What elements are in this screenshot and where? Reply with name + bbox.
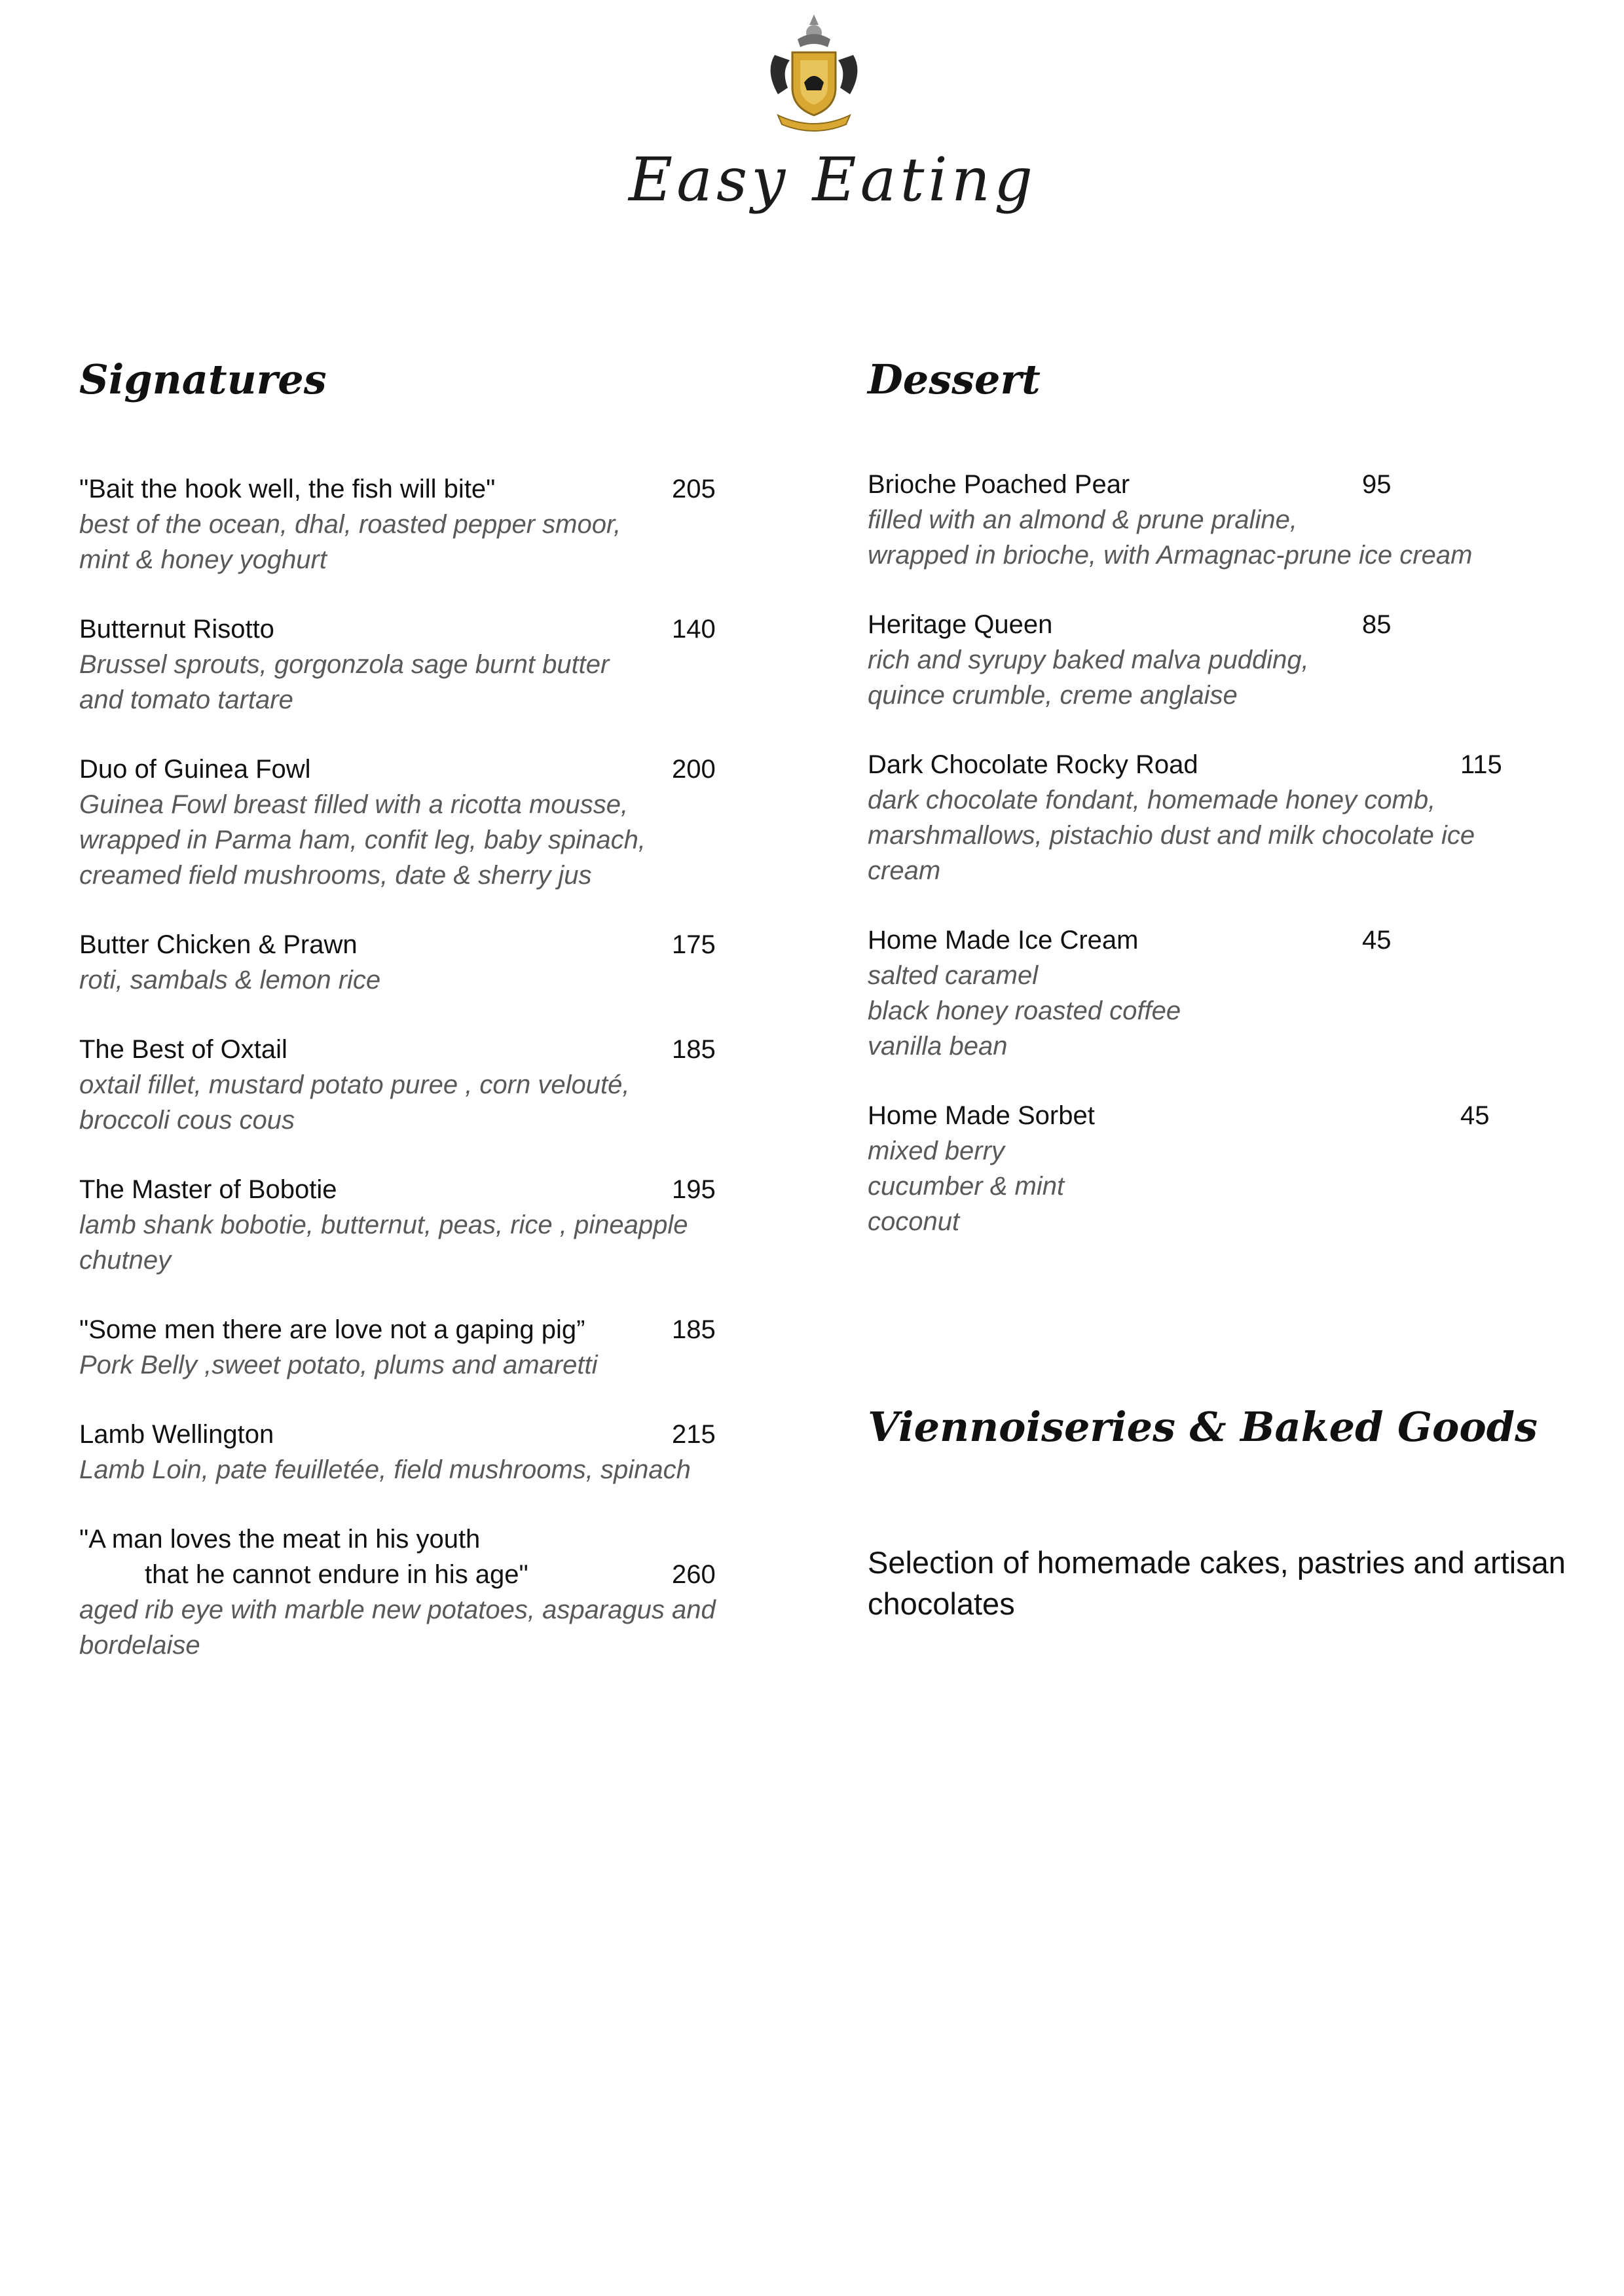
menu-item <box>79 1172 734 1278</box>
item-description: Pork Belly ,sweet potato, plums and amaretti <box>79 1351 598 1379</box>
item-description: quince crumble, creme anglaise <box>868 681 1238 710</box>
item-description: broccoli cous cous <box>79 1106 295 1135</box>
dessert-heading: Dessert <box>868 355 1041 403</box>
item-description: dark chocolate fondant, homemade honey comb, <box>868 786 1436 814</box>
signatures-section <box>79 347 734 1663</box>
item-description: mixed berry <box>868 1137 1005 1165</box>
menu-item <box>79 1417 734 1487</box>
item-name: Brioche Poached Pear <box>868 470 1130 499</box>
item-description: creamed field mushrooms, date & sherry jus <box>79 861 592 890</box>
item-description: cream <box>868 856 941 885</box>
item-description: bordelaise <box>79 1631 200 1660</box>
item-price: 140 <box>672 615 716 644</box>
item-price: 45 <box>1362 926 1392 955</box>
item-name: Butternut Risotto <box>79 615 274 644</box>
dessert-section <box>868 347 1588 1239</box>
item-description: marshmallows, pistachio dust and milk chocolate ice <box>868 821 1475 850</box>
item-description: oxtail fillet, mustard potato puree , corn velouté, <box>79 1070 630 1099</box>
item-description: black honey roasted coffee <box>868 996 1181 1025</box>
item-name: The Master of Bobotie <box>79 1175 337 1204</box>
item-price: 115 <box>1460 750 1502 779</box>
menu-item <box>868 922 1588 1064</box>
item-description: wrapped in brioche, with Armagnac-prune ice cream <box>868 541 1473 570</box>
bakery-description: Selection of homemade cakes, pastries and artisan chocolates <box>868 1545 1566 1621</box>
menu-item <box>868 467 1588 573</box>
item-description: and tomato tartare <box>79 685 293 714</box>
item-price: 175 <box>672 930 716 959</box>
menu-item <box>79 927 734 998</box>
menu-item <box>79 1522 734 1663</box>
signatures-heading: Signatures <box>79 355 327 403</box>
item-name: "A man loves the meat in his youth <box>79 1525 481 1554</box>
item-description: Guinea Fowl breast filled with a ricotta mousse, <box>79 790 629 819</box>
item-name: "Bait the hook well, the fish will bite" <box>79 475 496 503</box>
item-description: roti, sambals & lemon rice <box>79 966 381 994</box>
menu-item <box>868 747 1588 888</box>
item-price: 205 <box>672 475 716 503</box>
item-name: Home Made Ice Cream <box>868 926 1139 955</box>
item-description: best of the ocean, dhal, roasted pepper smoor, <box>79 510 621 539</box>
item-name: Duo of Guinea Fowl <box>79 755 311 784</box>
menu-item <box>79 1312 734 1383</box>
menu-item <box>868 1098 1588 1239</box>
item-description: vanilla bean <box>868 1032 1008 1061</box>
item-name-continued: that he cannot endure in his age" <box>145 1560 528 1589</box>
menu-item <box>79 1032 734 1138</box>
item-description: aged rib eye with marble new potatoes, asparagus and <box>79 1595 716 1624</box>
item-description: filled with an almond & prune praline, <box>868 505 1297 534</box>
item-name: "Some men there are love not a gaping pig” <box>79 1315 585 1344</box>
item-description: cucumber & mint <box>868 1172 1065 1201</box>
item-price: 200 <box>672 755 716 784</box>
item-name: Dark Chocolate Rocky Road <box>868 750 1198 779</box>
item-price: 260 <box>672 1560 716 1589</box>
item-price: 195 <box>672 1175 716 1204</box>
item-description: mint & honey yoghurt <box>79 545 327 574</box>
item-name: Lamb Wellington <box>79 1420 274 1449</box>
item-name: Home Made Sorbet <box>868 1101 1095 1130</box>
item-name: Heritage Queen <box>868 610 1053 639</box>
item-price: 185 <box>672 1035 716 1064</box>
item-name: The Best of Oxtail <box>79 1035 287 1064</box>
item-description: salted caramel <box>868 961 1039 990</box>
item-description: Brussel sprouts, gorgonzola sage burnt butter <box>79 650 610 679</box>
menu-item <box>79 611 734 718</box>
item-price: 45 <box>1460 1101 1490 1130</box>
item-name: Butter Chicken & Prawn <box>79 930 358 959</box>
crest-icon <box>758 9 870 135</box>
item-description: rich and syrupy baked malva pudding, <box>868 646 1309 674</box>
item-price: 215 <box>672 1420 716 1449</box>
bakery-heading: Viennoiseries & Baked Goods <box>868 1403 1538 1451</box>
item-price: 85 <box>1362 610 1392 639</box>
item-description: Lamb Loin, pate feuilletée, field mushrooms, spinach <box>79 1455 691 1484</box>
menu-item <box>79 752 734 893</box>
menu-item <box>79 471 734 577</box>
item-price: 95 <box>1362 470 1392 499</box>
menu-item <box>868 607 1588 713</box>
item-description: coconut <box>868 1207 960 1236</box>
brand-title: Easy Eating <box>629 145 1037 215</box>
item-description: chutney <box>79 1246 172 1275</box>
item-description: wrapped in Parma ham, confit leg, baby spinach, <box>79 826 646 854</box>
item-price: 185 <box>672 1315 716 1344</box>
item-description: lamb shank bobotie, butternut, peas, rice , pineapple <box>79 1211 688 1239</box>
